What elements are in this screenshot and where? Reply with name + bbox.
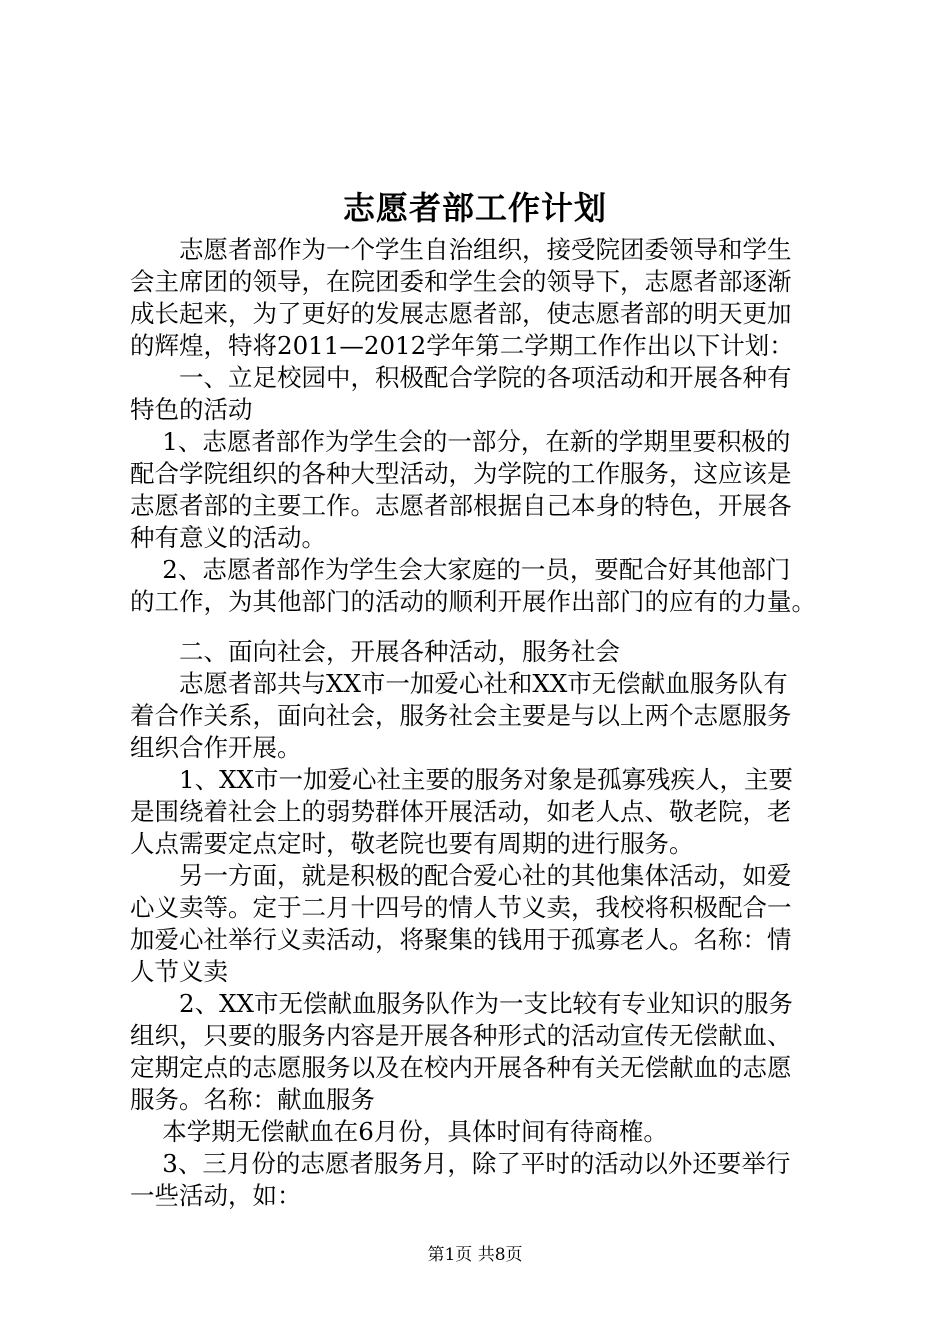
text-line: 心义卖等。定于二月十四号的情人节义卖，我校将积极配合一: [130, 893, 792, 922]
text-line: 会主席团的领导，在院团委和学生会的领导下，志愿者部逐渐: [130, 267, 792, 296]
text-line: 一些活动，如：: [130, 1181, 302, 1210]
text-line: 加爱心社举行义卖活动，将聚集的钱用于孤寡老人。名称：情: [130, 925, 792, 954]
page-number: 第1页 共8页: [427, 1245, 523, 1265]
text-line: 1、志愿者部作为学生会的一部分，在新的学期里要积极的: [130, 427, 791, 456]
text-line: 人点需要定点定时，敬老院也要有周期的进行服务。: [130, 829, 694, 858]
text-line: 一、立足校园中，积极配合学院的各项活动和开展各种有: [130, 363, 792, 392]
text-line: 二、面向社会，开展各种活动，服务社会: [130, 637, 620, 666]
text-line: 特色的活动: [130, 395, 253, 424]
text-line: 是围绕着社会上的弱势群体开展活动，如老人点、敬老院，老: [130, 797, 792, 826]
text-line: 的工作，为其他部门的活动的顺利开展作出部门的应有的力量。: [130, 587, 816, 616]
text-line: 2、志愿者部作为学生会大家庭的一员，要配合好其他部门: [130, 555, 791, 584]
text-line: 种有意义的活动。: [130, 523, 326, 552]
text-line: 1、XX市一加爱心社主要的服务对象是孤寡残疾人，主要: [130, 765, 793, 794]
page-title: 志愿者部工作计划: [342, 189, 607, 227]
text-line: 的辉煌，特将2011—2012学年第二学期工作作出以下计划：: [130, 331, 794, 360]
text-line: 着合作关系，面向社会，服务社会主要是与以上两个志愿服务: [130, 701, 792, 730]
text-line: 本学期无偿献血在6月份，具体时间有待商榷。: [130, 1117, 668, 1146]
text-line: 志愿者部共与XX市一加爱心社和XX市无偿献血服务队有: [130, 669, 788, 698]
text-line: 定期定点的志愿服务以及在校内开展各种有关无偿献血的志愿: [130, 1053, 792, 1082]
text-line: 志愿者部的主要工作。志愿者部根据自己本身的特色，开展各: [130, 491, 792, 520]
text-line: 组织合作开展。: [130, 733, 302, 762]
text-line: 另一方面，就是积极的配合爱心社的其他集体活动，如爱: [130, 861, 792, 890]
text-line: 人节义卖: [130, 957, 228, 986]
text-line: 组织，只要的服务内容是开展各种形式的活动宣传无偿献血、: [130, 1021, 792, 1050]
text-line: 配合学院组织的各种大型活动，为学院的工作服务，这应该是: [130, 459, 792, 488]
text-line: 成长起来，为了更好的发展志愿者部，使志愿者部的明天更加: [130, 299, 792, 328]
text-line: 3、三月份的志愿者服务月，除了平时的活动以外还要举行: [130, 1149, 791, 1178]
text-line: 2、XX市无偿献血服务队作为一支比较有专业知识的服务: [130, 989, 793, 1018]
text-line: 服务。名称：献血服务: [130, 1085, 375, 1114]
text-line: 志愿者部作为一个学生自治组织，接受院团委领导和学生: [130, 235, 792, 264]
